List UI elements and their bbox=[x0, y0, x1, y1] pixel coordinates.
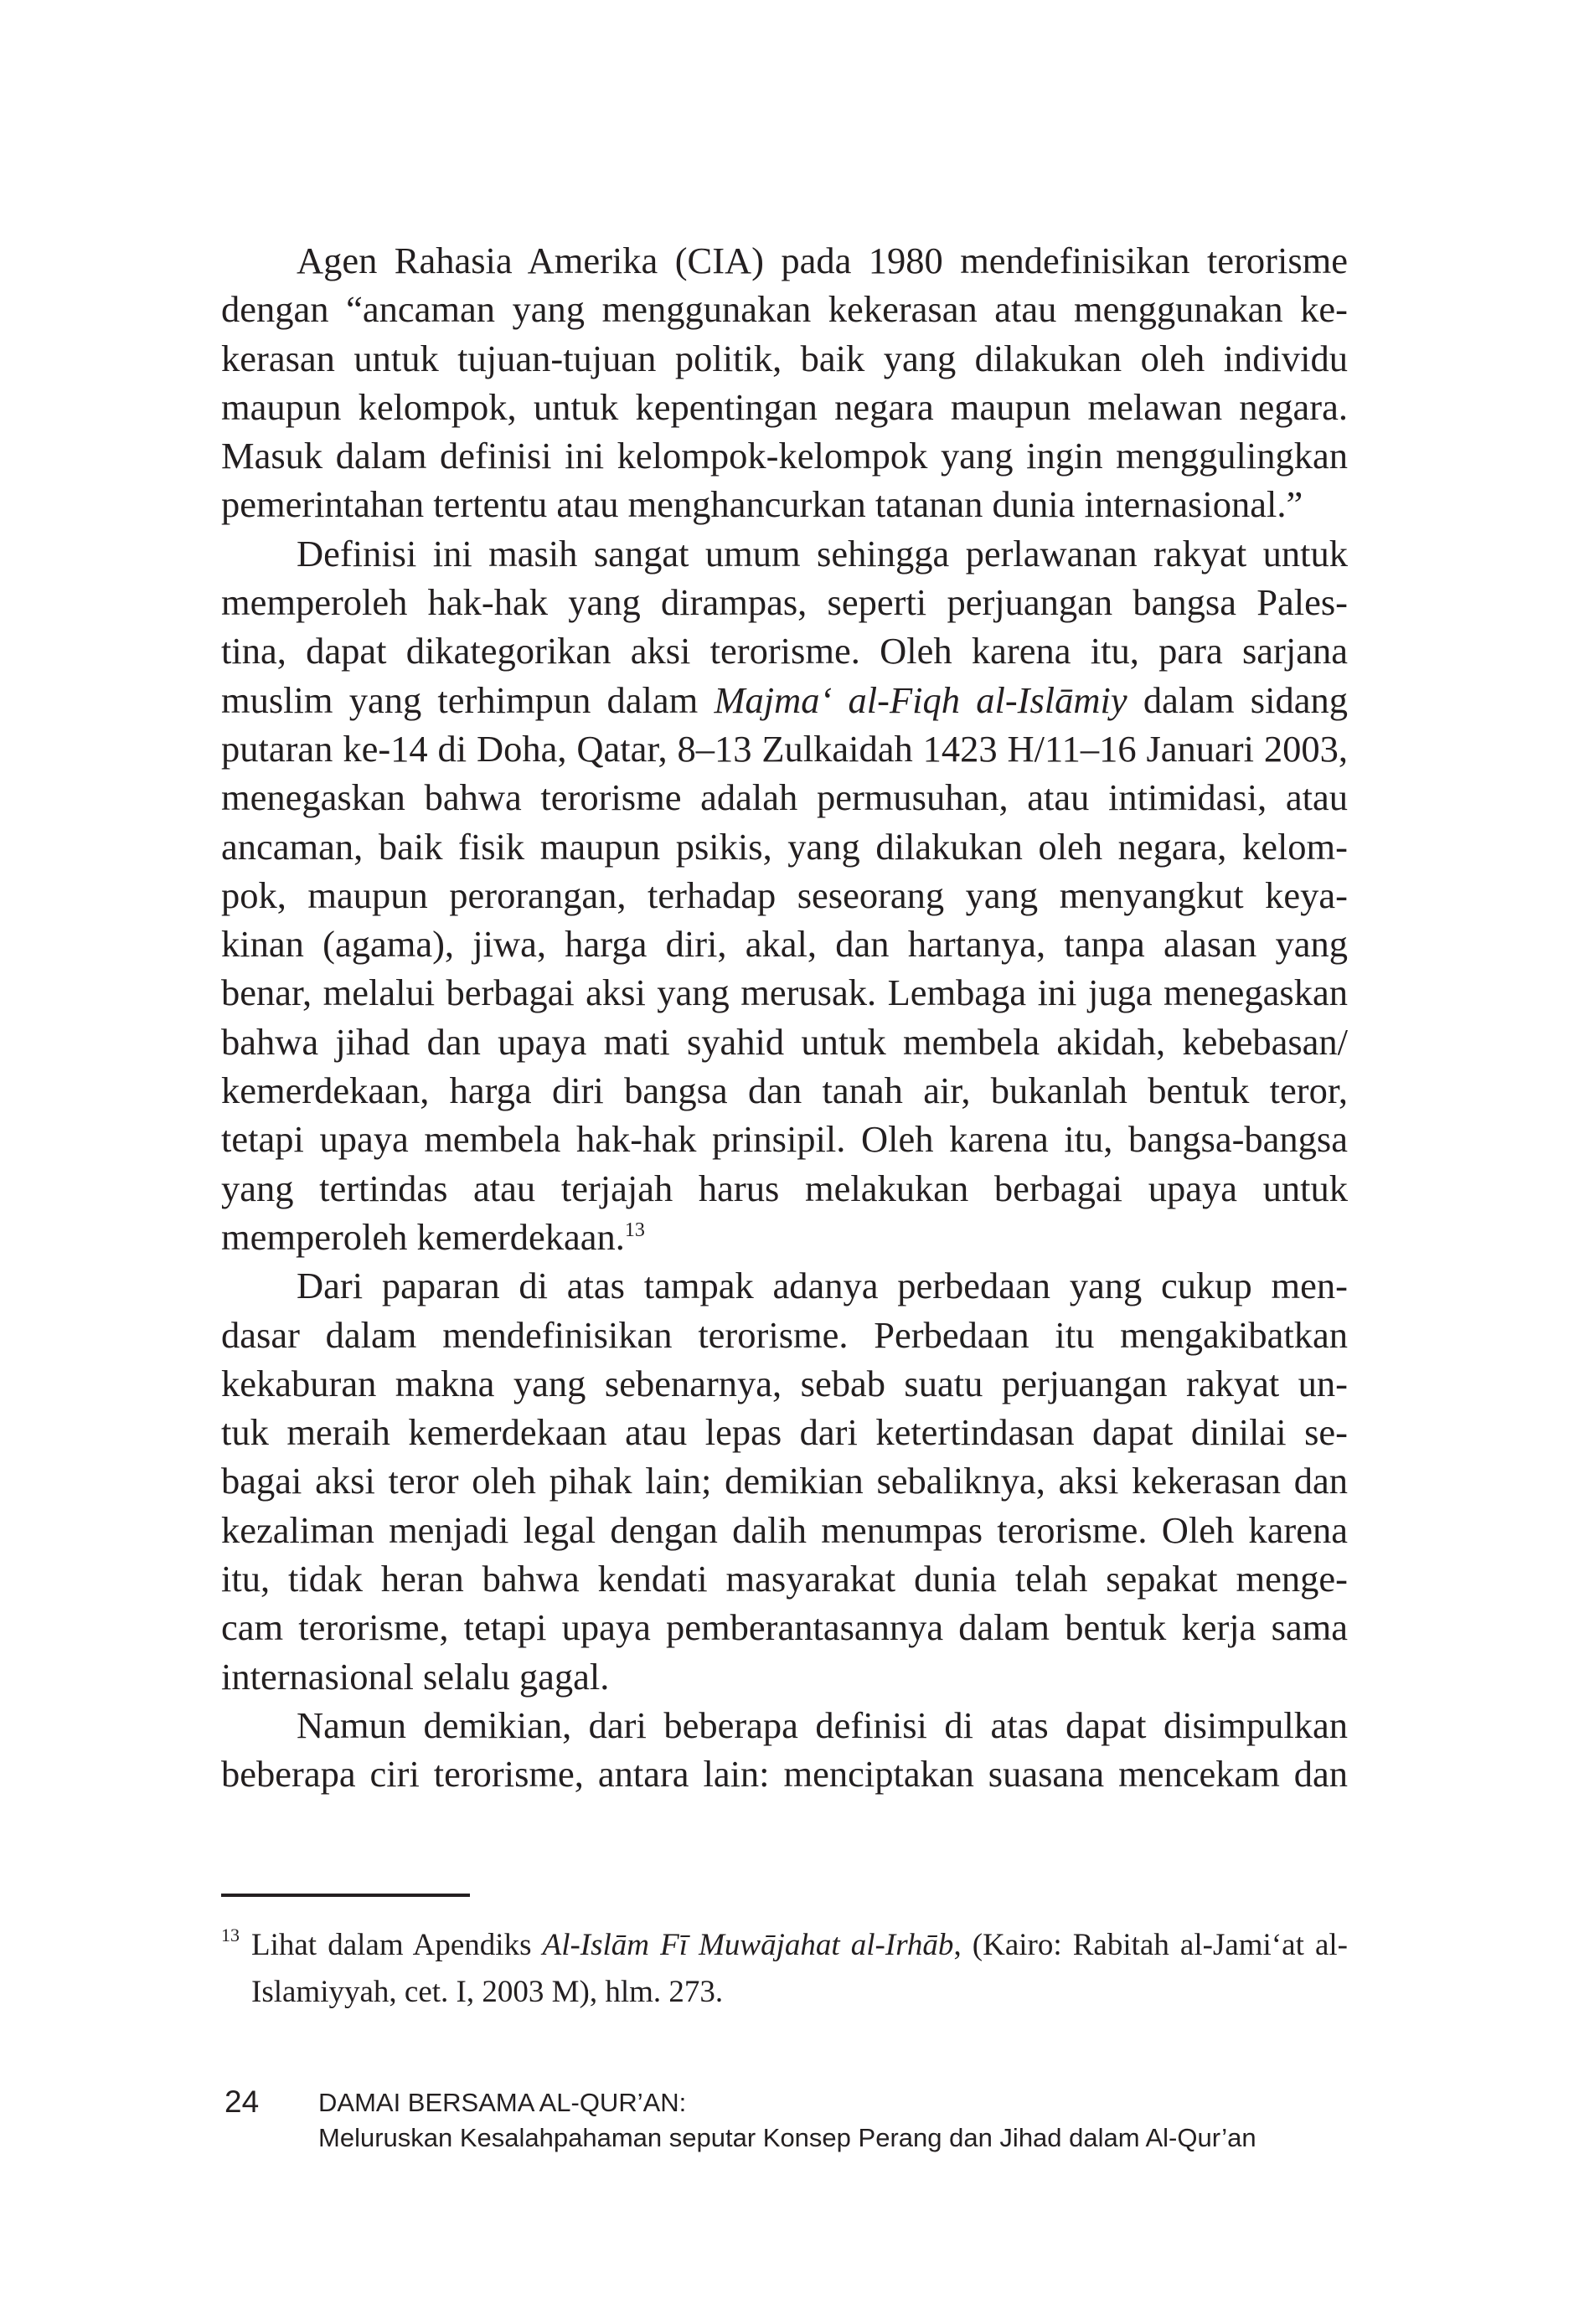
text-line: yang tertindas atau terjajah harus melakukan berbagai upaya untuk bbox=[221, 1167, 1348, 1209]
text-line: kekaburan makna yang sebenarnya, sebab suatu perjuangan rakyat un- bbox=[221, 1362, 1348, 1404]
text-line: cam terorisme, tetapi upaya pemberantasannya dalam bentuk kerja sama bbox=[221, 1606, 1348, 1649]
text-line: benar, melalui berbagai aksi yang merusak. Lembaga ini juga menegaskan bbox=[221, 971, 1348, 1014]
text-line: pemerintahan tertentu atau menghancurkan tatanan dunia internasional.” bbox=[221, 483, 1303, 526]
running-footer bbox=[318, 2085, 1256, 2156]
text-line bbox=[221, 676, 1348, 724]
text-line: ancaman, baik fisik maupun psikis, yang dilakukan oleh negara, kelom- bbox=[221, 825, 1348, 868]
text-line: bagai aksi teror oleh pihak lain; demikian sebaliknya, aksi kekerasan dan bbox=[221, 1460, 1348, 1502]
footnote-number: 13 bbox=[221, 1925, 240, 1945]
text-line: dasar dalam mendefinisikan terorisme. Perbedaan itu mengakibatkan bbox=[221, 1313, 1348, 1356]
book-title: DAMAI BERSAMA AL-QUR’AN: bbox=[318, 2088, 687, 2117]
text-run: dalam sidang bbox=[1127, 678, 1348, 721]
paragraph-cia-definition bbox=[221, 236, 1348, 529]
italic-term-majma: Majma‘ al-Fiqh al-Islāmiy bbox=[714, 678, 1127, 721]
text-line: kezaliman menjadi legal dengan dalih menumpas terorisme. Oleh karena bbox=[221, 1508, 1348, 1551]
text-line: kemerdekaan, harga diri bangsa dan tanah air, bukanlah bentuk teror, bbox=[221, 1069, 1348, 1112]
text-line: dengan “ancaman yang menggunakan kekerasan atau menggunakan ke- bbox=[221, 288, 1348, 331]
text-line: Agen Rahasia Amerika (CIA) pada 1980 mendefinisikan terorisme bbox=[297, 240, 1348, 281]
page-number: 24 bbox=[224, 2084, 260, 2119]
paragraph-majma-definition bbox=[221, 529, 1348, 1261]
text-line: tuk meraih kemerdekaan atau lepas dari ketertindasan dapat dinilai se- bbox=[221, 1411, 1348, 1454]
footnote-divider bbox=[221, 1894, 470, 1897]
body-text bbox=[221, 236, 1348, 1799]
text-run: memperoleh kemerdekaan. bbox=[221, 1215, 625, 1258]
text-line bbox=[221, 1213, 1348, 1261]
text-line: Islamiyyah, cet. I, 2003 M), hlm. 273. bbox=[251, 1975, 724, 2009]
text-line: bahwa jihad dan upaya mati syahid untuk membela akidah, kebebasan/ bbox=[221, 1020, 1348, 1063]
text-line: Dari paparan di atas tampak adanya perbedaan yang cukup men- bbox=[297, 1265, 1348, 1307]
text-line: pok, maupun perorangan, terhadap seseorang yang menyangkut keya- bbox=[221, 873, 1348, 916]
text-line: Definisi ini masih sangat umum sehingga perlawanan rakyat untuk bbox=[297, 532, 1348, 575]
footnote-13 bbox=[221, 1922, 1348, 2016]
footnote-text bbox=[221, 1922, 1348, 2016]
text-line: itu, tidak heran bahwa kendati masyarakat dunia telah sepakat menge- bbox=[221, 1558, 1348, 1600]
text-line: beberapa ciri terorisme, antara lain: menciptakan suasana mencekam dan bbox=[221, 1753, 1348, 1796]
text-line: tetapi upaya membela hak-hak prinsipil. Oleh karena itu, bangsa-bangsa bbox=[221, 1118, 1348, 1161]
italic-book-title: Al-Islām Fī Muwājahat al-Irhāb bbox=[542, 1928, 954, 1962]
text-line: maupun kelompok, untuk kepentingan negara maupun melawan negara. bbox=[221, 385, 1348, 428]
text-line: kerasan untuk tujuan-tujuan politik, baik yang dilakukan oleh individu bbox=[221, 337, 1348, 379]
text-line: Namun demikian, dari beberapa definisi di atas dapat disimpulkan bbox=[297, 1703, 1348, 1746]
text-line: memperoleh hak-hak yang dirampas, seperti perjuangan bangsa Pales- bbox=[221, 581, 1348, 624]
paragraph-differences bbox=[221, 1261, 1348, 1701]
text-run: Lihat dalam Apendiks bbox=[251, 1928, 543, 1962]
text-line: menegaskan bahwa terorisme adalah permusuhan, atau intimidasi, atau bbox=[221, 776, 1348, 819]
text-line: kinan (agama), jiwa, harga diri, akal, dan hartanya, tanpa alasan yang bbox=[221, 923, 1348, 966]
text-run: , (Kairo: Rabitah al-Jami‘at al- bbox=[953, 1928, 1348, 1962]
text-line: tina, dapat dikategorikan aksi terorisme. Oleh karena itu, para sarjana bbox=[221, 630, 1348, 672]
text-line: Masuk dalam definisi ini kelompok-kelompok yang ingin menggulingkan bbox=[221, 435, 1348, 477]
book-subtitle: Meluruskan Kesalahpahaman seputar Konsep Perang dan Jihad dalam Al-Qur’an bbox=[318, 2123, 1256, 2152]
text-line: internasional selalu gagal. bbox=[221, 1655, 610, 1698]
text-line: putaran ke-14 di Doha, Qatar, 8–13 Zulkaidah 1423 H/11–16 Januari 2003, bbox=[221, 727, 1348, 770]
footnote-reference[interactable]: 13 bbox=[624, 1219, 645, 1241]
text-line bbox=[251, 1922, 1348, 1969]
paragraph-characteristics bbox=[221, 1701, 1348, 1799]
text-run: muslim yang terhimpun dalam bbox=[221, 678, 715, 721]
